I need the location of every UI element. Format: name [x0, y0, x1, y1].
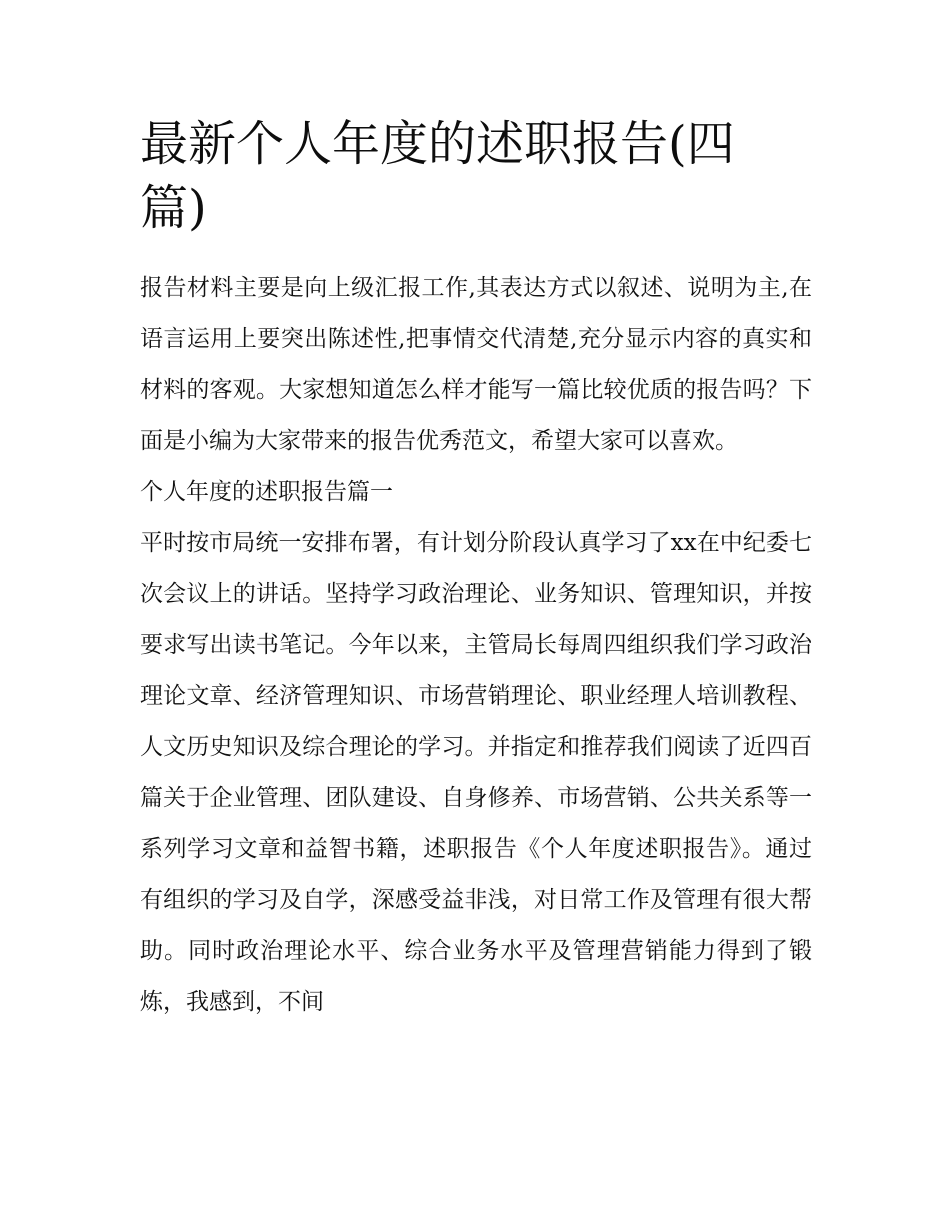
document-title: 最新个人年度的述职报告(四篇): [140, 116, 735, 236]
document-content: [140, 112, 812, 1028]
section-heading: 个人年度的述职报告篇一: [140, 479, 393, 505]
intro-paragraph: 报告材料主要是向上级汇报工作,其表达方式以叙述、说明为主,在语言运用上要突出陈述性,把事情交代清楚,充分显示内容的真实和材料的客观。大家想知道怎么样才能写一篇比较优质的报告吗？下面是小编为大家带来的报告优秀范文，希望大家可以喜欢。: [140, 275, 812, 454]
section-body-paragraph: 平时按市局统一安排布署，有计划分阶段认真学习了xx在中纪委七次会议上的讲话。坚持学习政治理论、业务知识、管理知识，并按要求写出读书笔记。今年以来，主管局长每周四组织我们学习政治理论文章、经济管理知识、市场营销理论、职业经理人培训教程、人文历史知识及综合理论的学习。并指定和推荐我们阅读了近四百篇关于企业管理、团队建设、自身修养、市场营销、公共关系等一系列学习文章和益智书籍，述职报告《个人年度述职报告》。通过有组织的学习及自学，深感受益非浅，对日常工作及管理有很大帮助。同时政治理论水平、综合业务水平及管理营销能力得到了锻炼，我感到，不间: [140, 530, 812, 1015]
